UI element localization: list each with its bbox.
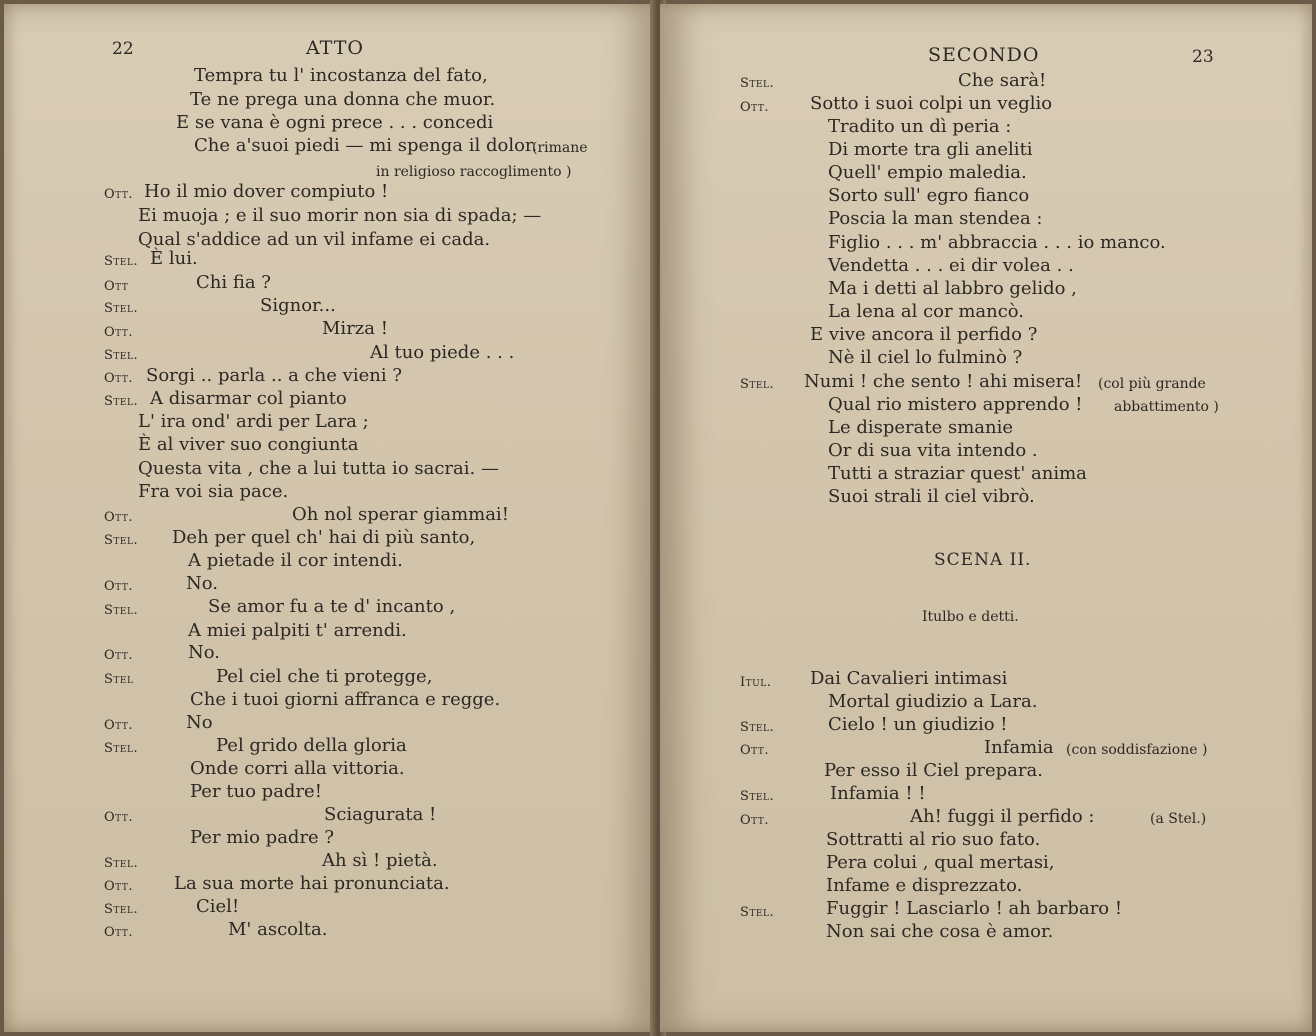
speaker-label: Stel. [740,720,775,735]
speaker-label: Stel [104,672,134,687]
running-head: SECONDO [928,44,1040,66]
speaker-label: Itul. [740,675,772,690]
stage-direction: in religioso raccoglimento ) [376,164,572,180]
verse-line: Sorto sull' egro fianco [828,185,1030,206]
verse-line: Pel grido della gloria [216,735,407,756]
verse-line: È al viver suo congiunta [138,434,359,455]
verse-line: No. [186,573,218,594]
scene-heading: SCENA II. [934,550,1032,570]
verse-line: Deh per quel ch' hai di più santo, [172,527,476,548]
speaker-label: Ott. [740,743,769,758]
speaker-label: Ott [104,279,129,294]
verse-line: Cielo ! un giudizio ! [828,714,1008,735]
right-page [660,4,1312,1032]
speaker-label: Ott. [104,925,133,940]
verse-line: Al tuo piede . . . [370,342,515,363]
verse-line: A pietade il cor intendi. [188,550,403,571]
verse-line: No [186,712,213,733]
verse-line: Sciagurata ! [324,804,437,825]
verse-line: M' ascolta. [228,919,328,940]
stage-direction: (a Stel.) [1150,811,1207,827]
verse-line: Per esso il Ciel prepara. [824,760,1043,781]
speaker-label: Stel. [104,741,139,756]
verse-line: Sotto i suoi colpi un veglio [810,93,1053,114]
verse-line: Tradito un dì peria : [828,116,1012,137]
stage-direction: (con soddisfazione ) [1066,742,1208,758]
verse-line: Pel ciel che ti protegge, [216,666,433,687]
verse-line: Poscia la man stendea : [828,208,1043,229]
verse-line: Suoi strali il ciel vibrò. [828,486,1035,507]
speaker-label: Ott. [104,579,133,594]
verse-line: È lui. [150,248,198,269]
left-page [4,4,656,1032]
speaker-label: Stel. [104,902,139,917]
verse-line: Qual s'addice ad un vil infame ei cada. [138,229,491,250]
speaker-label: Ott. [104,187,133,202]
verse-line: E se vana è ogni prece . . . concedi [176,112,494,133]
speaker-label: Ott. [104,810,133,825]
verse-line: Di morte tra gli aneliti [828,139,1033,160]
verse-line: Infamia ! ! [830,783,926,804]
stage-direction: (col più grande [1098,376,1206,392]
verse-line: A miei palpiti t' arrendi. [188,620,407,641]
speaker-label: Stel. [104,301,139,316]
speaker-label: Stel. [740,377,775,392]
verse-line: Non sai che cosa è amor. [826,921,1054,942]
verse-line: La lena al cor mancò. [828,301,1025,322]
speaker-label: Stel. [104,603,139,618]
verse-line: Che i tuoi giorni affranca e regge. [190,689,501,710]
speaker-label: Stel. [104,533,139,548]
verse-line: Ah sì ! pietà. [322,850,438,871]
verse-line: Sorgi .. parla .. a che vieni ? [146,365,402,386]
verse-line: Mirza ! [322,318,388,339]
page-number: 22 [112,39,134,59]
speaker-label: Stel. [104,254,139,269]
verse-line: Numi ! che sento ! ahi misera! [804,371,1083,392]
verse-line: Quell' empio maledia. [828,162,1027,183]
verse-line: Che a'suoi piedi — mi spenga il dolor. [194,135,538,156]
verse-line: Chi fia ? [196,272,271,293]
verse-line: L' ira ond' ardi per Lara ; [138,411,369,432]
page-number: 23 [1192,47,1214,67]
speaker-label: Ott. [104,648,133,663]
verse-line: Questa vita , che a lui tutta io sacrai. — [138,458,499,479]
speaker-label: Ott. [104,510,133,525]
verse-line: Le disperate smanie [828,417,1014,438]
verse-line: E vive ancora il perfido ? [810,324,1038,345]
verse-line: Ma i detti al labbro gelido , [828,278,1077,299]
verse-line: Per mio padre ? [190,827,335,848]
speaker-label: Stel. [104,348,139,363]
verse-line: Qual rio mistero apprendo ! [828,394,1083,415]
speaker-label: Ott. [104,718,133,733]
verse-line: Fra voi sia pace. [138,481,289,502]
verse-line: Nè il ciel lo fulminò ? [828,347,1023,368]
verse-line: Te ne prega una donna che muor. [190,89,496,110]
running-head: ATTO [306,37,364,59]
verse-line: Oh nol sperar giammai! [292,504,509,525]
verse-line: Ciel! [196,896,240,917]
verse-line: Tutti a straziar quest' anima [828,463,1087,484]
speaker-label: Stel. [740,76,775,91]
verse-line: Onde corri alla vittoria. [190,758,405,779]
speaker-label: Ott. [740,813,769,828]
verse-line: Signor... [260,295,336,316]
verse-line: Pera colui , qual mertasi, [826,852,1055,873]
speaker-label: Ott. [740,100,769,115]
verse-line: Che sarà! [958,70,1047,91]
speaker-label: Stel. [740,789,775,804]
verse-line: Figlio . . . m' abbraccia . . . io manco. [828,232,1166,253]
verse-line: Fuggir ! Lasciarlo ! ah barbaro ! [826,898,1123,919]
verse-line: Or di sua vita intendo . [828,440,1038,461]
verse-line: Se amor fu a te d' incanto , [208,596,456,617]
speaker-label: Stel. [104,856,139,871]
verse-line: Sottratti al rio suo fato. [826,829,1041,850]
speaker-label: Stel. [104,394,139,409]
verse-line: Ah! fuggi il perfido : [910,806,1095,827]
verse-line: Infame e disprezzato. [826,875,1023,896]
verse-line: Mortal giudizio a Lara. [828,691,1038,712]
verse-line: Ho il mio dover compiuto ! [144,181,389,202]
speaker-label: Ott. [104,879,133,894]
verse-line: La sua morte hai pronunciata. [174,873,450,894]
speaker-label: Ott. [104,325,133,340]
verse-line: No. [188,642,220,663]
speaker-label: Ott. [104,371,133,386]
stage-direction: (rimane [532,140,588,156]
stage-direction: abbattimento ) [1114,399,1219,415]
verse-line: Per tuo padre! [190,781,322,802]
verse-line: Dai Cavalieri intimasi [810,668,1008,689]
verse-line: Tempra tu l' incostanza del fato, [194,65,488,86]
verse-line: A disarmar col pianto [150,388,347,409]
cast-line: Itulbo e detti. [922,609,1019,625]
speaker-label: Stel. [740,905,775,920]
verse-line: Ei muoja ; e il suo morir non sia di spada; — [138,205,542,226]
verse-line: Vendetta . . . ei dir volea . . [828,255,1074,276]
verse-line: Infamia [984,737,1054,758]
